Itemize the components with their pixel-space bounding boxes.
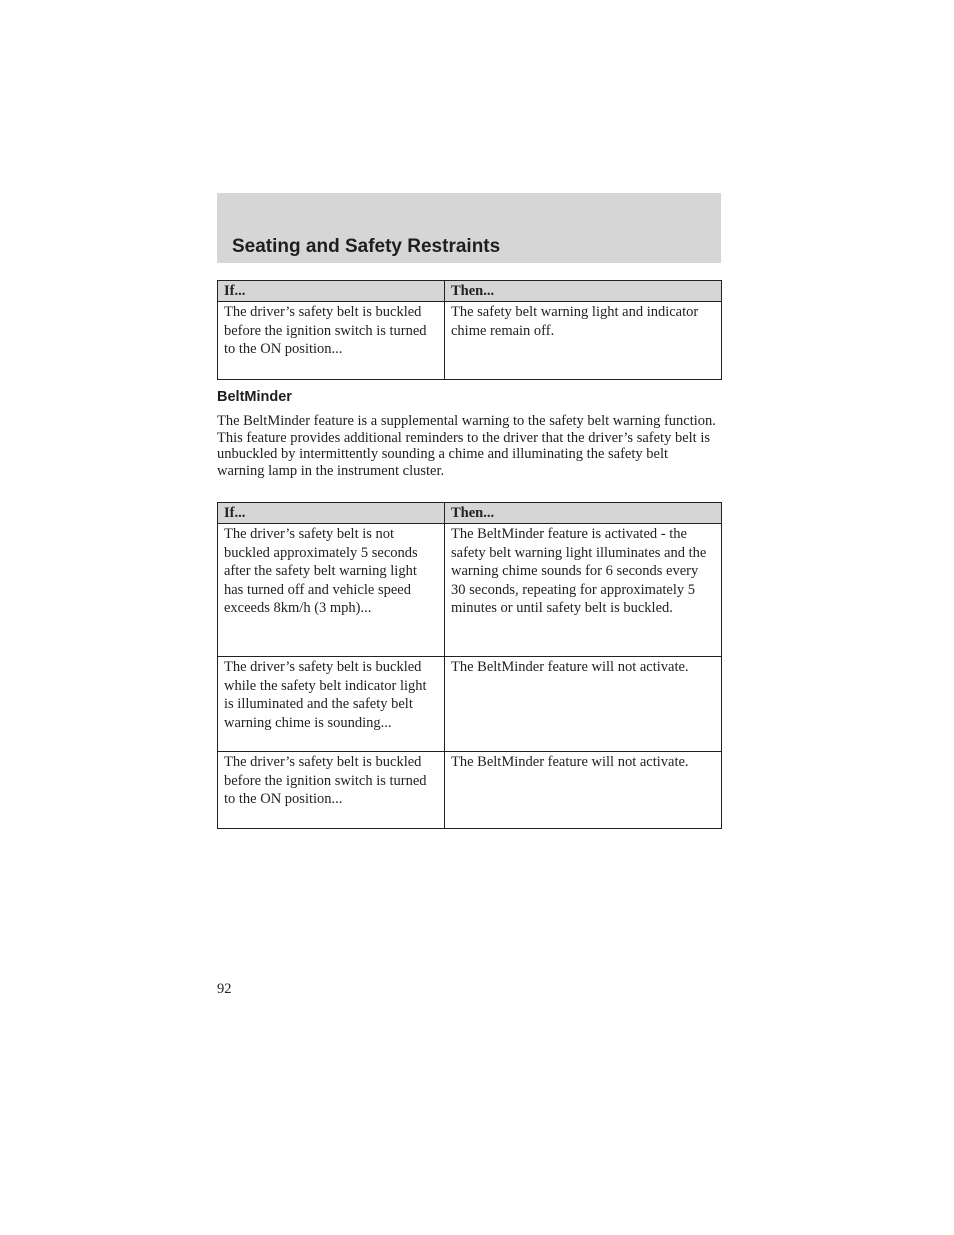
if-then-table-1 [217,280,722,380]
table-header-row [218,503,722,524]
beltminder-description: The BeltMinder feature is a supplemental warning to the safety belt warning function. This feature provides additional reminders to the driver that the driver’s safety belt is unbuckled by intermittently sounding a chime and illuminating the safety belt warning lamp in the instrument cluster. [217,413,716,479]
page-number: 92 [217,981,232,997]
table-header-row [218,281,722,302]
then-cell: The BeltMinder feature is activated - the safety belt warning light illuminates and the warning chime sounds for 6 seconds every 30 seconds, repeating for approximately 5 minutes or until safety belt is buckled. [445,524,722,657]
table-row [218,302,722,380]
then-cell: The BeltMinder feature will not activate. [445,752,722,829]
section-title: Seating and Safety Restraints [232,236,501,257]
if-cell: The driver’s safety belt is not buckled approximately 5 seconds after the safety belt warning light has turned off and vehicle speed exceeds 8km/h (3 mph)... [218,524,445,657]
if-then-table-2 [217,502,722,829]
section-header-band [217,193,721,263]
then-cell: The safety belt warning light and indicator chime remain off. [445,302,722,380]
column-header-if: If... [218,281,445,302]
if-cell: The driver’s safety belt is buckled before the ignition switch is turned to the ON position... [218,752,445,829]
column-header-if: If... [218,503,445,524]
if-cell: The driver’s safety belt is buckled while the safety belt indicator light is illuminated and the safety belt warning chime is sounding... [218,657,445,752]
if-cell: The driver’s safety belt is buckled before the ignition switch is turned to the ON position... [218,302,445,380]
table-row [218,752,722,829]
column-header-then: Then... [445,503,722,524]
column-header-then: Then... [445,281,722,302]
beltminder-heading: BeltMinder [217,389,292,405]
then-cell: The BeltMinder feature will not activate. [445,657,722,752]
table-row [218,524,722,657]
table-row [218,657,722,752]
